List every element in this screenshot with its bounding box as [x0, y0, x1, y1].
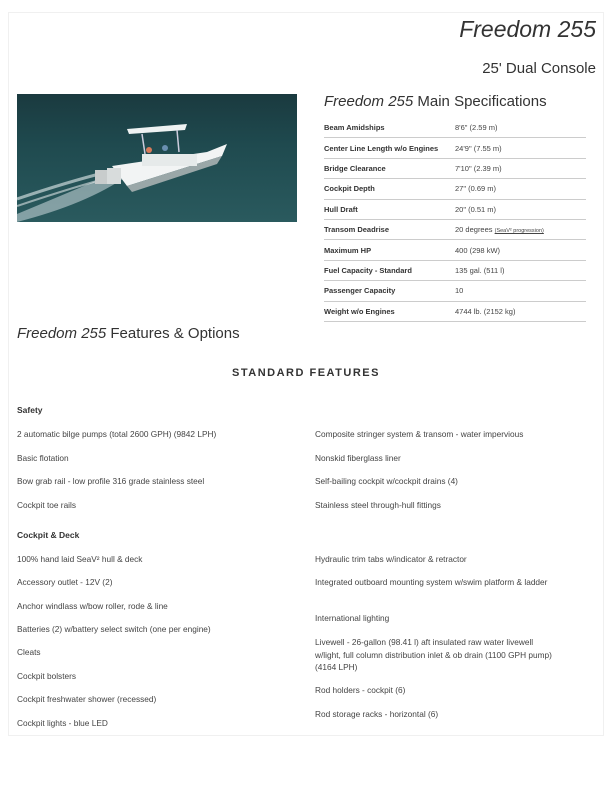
spec-label: Weight w/o Engines — [324, 301, 455, 321]
features-heading-text: Features & Options — [110, 325, 240, 342]
spec-value: 20" (0.51 m) — [455, 199, 586, 219]
spec-value: 24'9" (7.55 m) — [455, 138, 586, 158]
feature-item: 2 automatic bilge pumps (total 2600 GPH) (9842 LPH) — [17, 429, 217, 439]
spec-row — [324, 199, 586, 219]
feature-item: Accessory outlet - 12V (2) — [17, 577, 113, 587]
spec-value-text: 20 degrees — [455, 225, 493, 235]
feature-item: Livewell - 26-gallon (98.41 l) aft insulated raw water livewell w/light, full column distribution inlet & ob drain (1100 GPH pump) (4164 LPH) — [315, 637, 552, 672]
spec-value: 10 — [455, 281, 586, 301]
spec-label: Passenger Capacity — [324, 281, 455, 301]
spec-row — [324, 281, 586, 301]
spec-label: Maximum HP — [324, 240, 455, 260]
feature-item: Cockpit toe rails — [17, 500, 77, 510]
spec-label: Transom Deadrise — [324, 219, 455, 239]
spec-value: 27" (0.69 m) — [455, 179, 586, 199]
spec-label: Fuel Capacity - Standard — [324, 260, 455, 280]
page-title: Freedom 255 — [459, 16, 596, 42]
spec-row — [324, 301, 586, 321]
feature-item: Composite stringer system & transom - water impervious — [315, 429, 524, 439]
feature-item: Stainless steel through-hull fittings — [315, 500, 441, 510]
feature-item: Basic flotation — [17, 453, 69, 463]
specs-heading-model: Freedom 255 — [324, 93, 414, 110]
specs-heading — [324, 93, 547, 110]
feature-item: Cockpit freshwater shower (recessed) — [17, 694, 157, 704]
feature-item: Anchor windlass w/bow roller, rode & line — [17, 601, 168, 611]
spec-value: 7'10" (2.39 m) — [455, 158, 586, 178]
spec-row — [324, 219, 586, 239]
spec-value: 8'6" (2.59 m) — [455, 118, 586, 138]
feature-item: Rod storage racks - horizontal (6) — [315, 709, 439, 719]
spec-value: 400 (298 kW) — [455, 240, 586, 260]
spec-label: Bridge Clearance — [324, 158, 455, 178]
feature-item: Bow grab rail - low profile 316 grade stainless steel — [17, 476, 205, 486]
feature-item: Hydraulic trim tabs w/indicator & retractor — [315, 554, 467, 564]
page-subtitle: 25' Dual Console — [482, 60, 596, 77]
boat-photo — [17, 94, 297, 222]
spec-row — [324, 240, 586, 260]
spec-value: 135 gal. (511 l) — [455, 260, 586, 280]
specs-heading-text: Main Specifications — [417, 93, 547, 110]
boat-illustration — [17, 94, 297, 222]
spec-value: 4744 lb. (2152 kg) — [455, 301, 586, 321]
specs-table — [324, 118, 586, 322]
feature-item: Batteries (2) w/battery select switch (one per engine) — [17, 624, 211, 634]
spec-row — [324, 158, 586, 178]
standard-features-label: STANDARD FEATURES — [232, 367, 380, 379]
category-cockpit-deck: Cockpit & Deck — [17, 530, 80, 540]
feature-item: International lighting — [315, 613, 390, 623]
feature-item: Nonskid fiberglass liner — [315, 453, 401, 463]
feature-item: Cockpit bolsters — [17, 671, 77, 681]
spec-label: Center Line Length w/o Engines — [324, 138, 455, 158]
seav-progression-link[interactable]: (SeaV² progression) — [494, 228, 544, 235]
spec-row — [324, 138, 586, 158]
spec-row — [324, 118, 586, 138]
spec-row — [324, 179, 586, 199]
feature-item: Self-bailing cockpit w/cockpit drains (4) — [315, 476, 458, 486]
spec-label: Cockpit Depth — [324, 179, 455, 199]
features-heading-model: Freedom 255 — [17, 325, 107, 342]
spec-label: Beam Amidships — [324, 118, 455, 138]
feature-item: Cockpit lights - blue LED — [17, 718, 108, 728]
spec-label: Hull Draft — [324, 199, 455, 219]
feature-item: Cleats — [17, 647, 41, 657]
feature-item: 100% hand laid SeaV² hull & deck — [17, 554, 143, 564]
feature-item: Rod holders - cockpit (6) — [315, 685, 406, 695]
spec-row — [324, 260, 586, 280]
spec-value — [455, 219, 586, 239]
feature-item: Integrated outboard mounting system w/swim platform & ladder — [315, 577, 548, 587]
features-heading — [17, 325, 240, 342]
category-safety: Safety — [17, 405, 43, 415]
